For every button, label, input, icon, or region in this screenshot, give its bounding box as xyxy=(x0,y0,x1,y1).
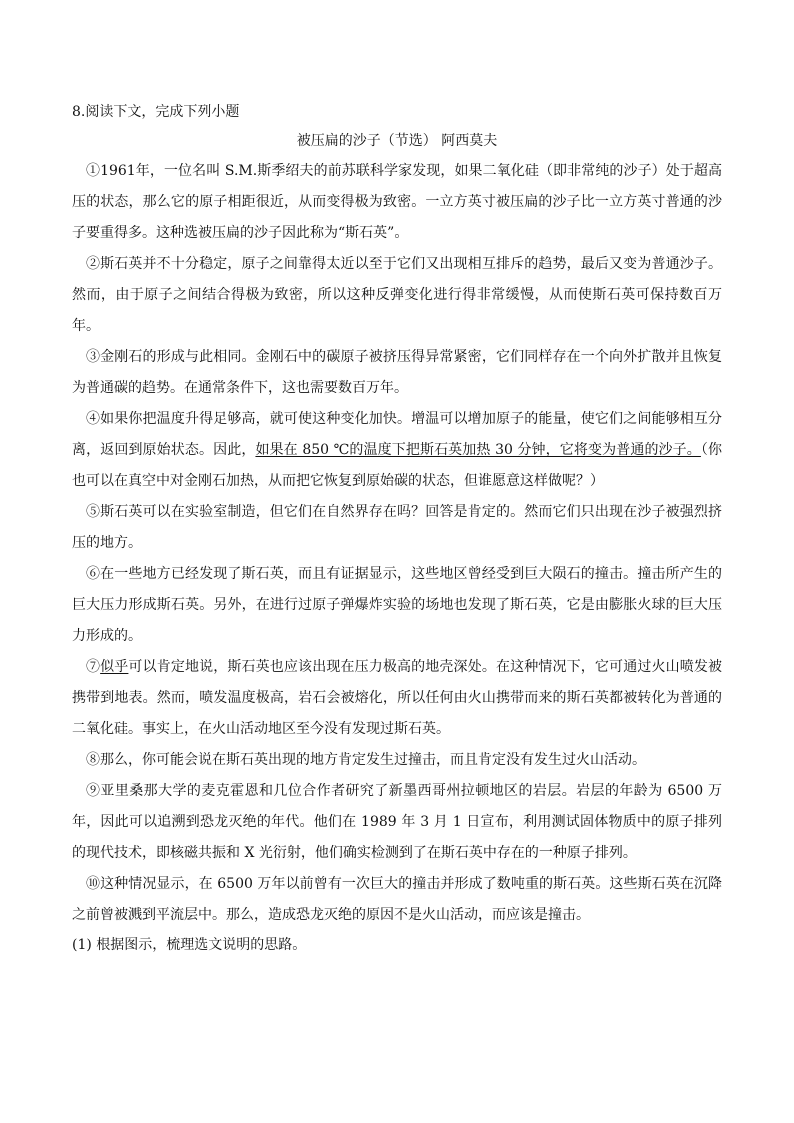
paragraph-6: ⑥在一些地方已经发现了斯石英，而且有证据显示，这些地区曾经受到巨大陨石的撞击。撞击所产生的巨大压力形成斯石英。另外，在进行过原子弹爆炸实验的场地也发现了斯石英，它是由膨胀火球的巨大压力形成的。 xyxy=(72,566,722,644)
paragraph-9: ⑨亚里桑那大学的麦克霍恩和几位合作者研究了新墨西哥州拉顿地区的岩层。岩层的年龄为 6500 万年，因此可以追溯到恐龙灭绝的年代。他们在 1989 年 3 月 1 日宣布，利用测试固体物质中的原子排列的现代技术，即核磁共振和 X 光衍射，他们确实检测到了在斯石英中存在的一种原子排列。 xyxy=(72,783,722,861)
paragraph-7-underlined-word: 似乎 xyxy=(100,659,129,675)
paragraph-3: ③金刚石的形成与此相同。金刚石中的碳原子被挤压得异常紧密，它们同样存在一个向外扩散并且恢复为普通碳的趋势。在通常条件下，这也需要数百万年。 xyxy=(72,349,722,396)
paragraph-7-text: 可以肯定地说，斯石英也应该出现在压力极高的地壳深处。在这种情况下，它可通过火山喷发被携带到地表。然而，喷发温度极高，岩石会被熔化，所以任何由火山携带而来的斯石英都被转化为普通的二氧化硅。事实上，在火山活动地区至今没有发现过斯石英。 xyxy=(72,659,723,737)
paragraph-2: ②斯石英并不十分稳定，原子之间靠得太近以至于它们又出现相互排斥的趋势，最后又变为普通沙子。然而，由于原子之间结合得极为致密，所以这种反弹变化进行得非常缓慢，从而使斯石英可保持数百万年。 xyxy=(72,256,722,334)
paragraph-10: ⑩这种情况显示，在 6500 万年以前曾有一次巨大的撞击并形成了数吨重的斯石英。这些斯石英在沉降之前曾被溅到平流层中。那么，造成恐龙灭绝的原因不是火山活动，而应该是撞击。 xyxy=(72,876,722,923)
sub-question-1: (1) 根据图示，梳理选文说明的思路。 xyxy=(72,937,307,953)
paragraph-1: ①1961年，一位名叫 S.M.斯季绍夫的前苏联科学家发现，如果二氧化硅（即非常纯的沙子）处于超高压的状态，那么它的原子相距很近，从而变得极为致密。一立方英寸被压扁的沙子比一立方英寸普通的沙子要重得多。这种选被压扁的沙子因此称为“斯石英”。 xyxy=(72,163,722,241)
paragraph-7-prefix: ⑦ xyxy=(86,659,101,675)
paragraph-4-underlined-sentence: 如果在 850 ℃的温度下把斯石英加热 30 分钟，它将变为普通的沙子。 xyxy=(255,442,701,458)
article-title: 被压扁的沙子（节选） 阿西莫夫 xyxy=(296,133,498,149)
paragraph-4-after: （你也可以在真空中对金刚石加热，从而把它恢复到原始碳的状态，但谁愿意这样做呢？） xyxy=(72,442,723,489)
document-page xyxy=(72,100,722,959)
question-number: 8.阅读下文，完成下列小题 xyxy=(72,104,240,120)
paragraph-4-before: ④如果你把温度升得足够高，就可使这种变化加快。增温可以增加原子的能量，使它们之间能够相互分离，返回到原始状态。因此， xyxy=(72,411,722,458)
paragraph-4 xyxy=(72,404,722,497)
paragraph-7 xyxy=(72,652,722,745)
paragraph-5: ⑤斯石英可以在实验室制造，但它们在自然界存在吗？回答是肯定的。然而它们只出现在沙子被强烈挤压的地方。 xyxy=(72,504,722,551)
paragraph-8: ⑧那么，你可能会说在斯石英出现的地方肯定发生过撞击，而且肯定没有发生过火山活动。 xyxy=(86,752,646,768)
